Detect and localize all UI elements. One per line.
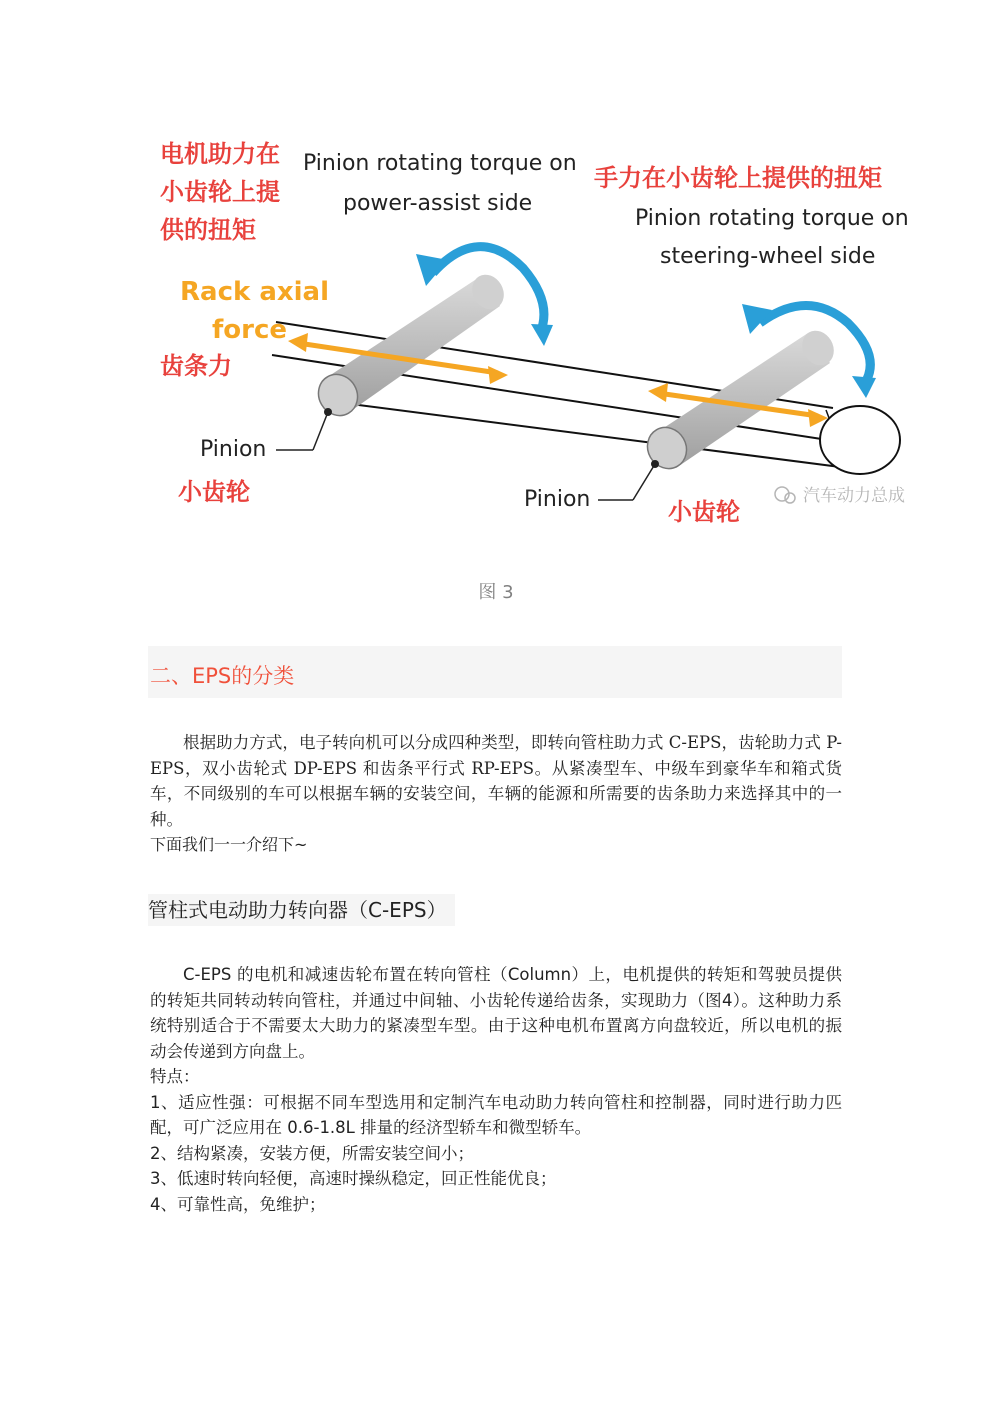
pinion-right-label: Pinion: [524, 487, 591, 512]
pinion-left-cylinder: [311, 269, 510, 423]
en-power-side-line2: power-assist side: [343, 191, 533, 216]
cEPS-block: [150, 962, 842, 1217]
cn-steer-side: 手力在小齿轮上提供的扭矩: [594, 164, 882, 192]
en-steer-side-line1: Pinion rotating torque on: [635, 206, 909, 231]
watermark-text: 汽车动力总成: [803, 486, 905, 506]
pinion-left-label: Pinion: [200, 437, 267, 462]
feature-item: 1、适应性强：可根据不同车型选用和定制汽车电动助力转向管柱和控制器，同时进行助力匹配，可广泛应用在 0.6-1.8L 排量的经济型轿车和微型轿车。: [150, 1092, 842, 1137]
en-power-side-line1: Pinion rotating torque on: [303, 151, 577, 176]
features-label: 特点：: [150, 1067, 200, 1086]
intro-block: [150, 730, 842, 858]
feature-item: 2、结构紧凑，安装方便，所需安装空间小；: [150, 1143, 474, 1163]
figure-caption: 图 3: [478, 582, 514, 603]
rack-force-line1: Rack axial: [180, 277, 330, 307]
en-steer-side-line2: steering-wheel side: [660, 244, 876, 269]
cn-power-side-line2: 小齿轮上提: [160, 178, 280, 206]
watermark: [775, 486, 905, 506]
intro-follow: 下面我们一一介绍下~: [150, 835, 308, 854]
cn-power-side-line1: 电机助力在: [160, 140, 280, 168]
intro-paragraph: 根据助力方式，电子转向机可以分成四种类型，即转向管柱助力式 C-EPS，齿轮助力式 P-EPS，双小齿轮式 DP-EPS 和齿条平行式 RP-EPS。从紧凑型车、中级车到豪华车和箱式货车，不同级别的车可以根据车辆的安装空间，车辆的能源和所需要的齿条助力来选择其中的一种。: [150, 733, 842, 829]
section-title: 二、EPS的分类: [150, 664, 295, 688]
pinion-right-cn: 小齿轮: [668, 498, 740, 526]
feature-item: 3、低速时转向轻便，高速时操纵稳定，回正性能优良；: [150, 1169, 557, 1188]
figure-svg: [148, 128, 943, 528]
rack-force-line2: force: [212, 315, 288, 345]
cEPS-paragraph: C-EPS 的电机和减速齿轮布置在转向管柱（Column）上，电机提供的转矩和驾驶员提供的转矩共同转动转向管柱，并通过中间轴、小齿轮传递给齿条，实现助力（图4）。这种助力系统特别适合于不需要太大助力的紧凑型车型。由于这种电机布置离方向盘较近，所以电机的振动会传递到方向盘上。: [150, 965, 842, 1061]
pinion-left-cn: 小齿轮: [178, 478, 250, 506]
feature-item: 4、可靠性高，免维护；: [150, 1194, 326, 1214]
subsection-title: 管柱式电动助力转向器（C-EPS）: [148, 894, 455, 926]
section-header: [148, 646, 842, 698]
rack-force-cn: 齿条力: [160, 352, 232, 380]
pinion-torque-figure: [148, 128, 943, 528]
cn-power-side-line3: 供的扭矩: [160, 216, 256, 244]
pinion-right-cylinder: [640, 325, 840, 476]
